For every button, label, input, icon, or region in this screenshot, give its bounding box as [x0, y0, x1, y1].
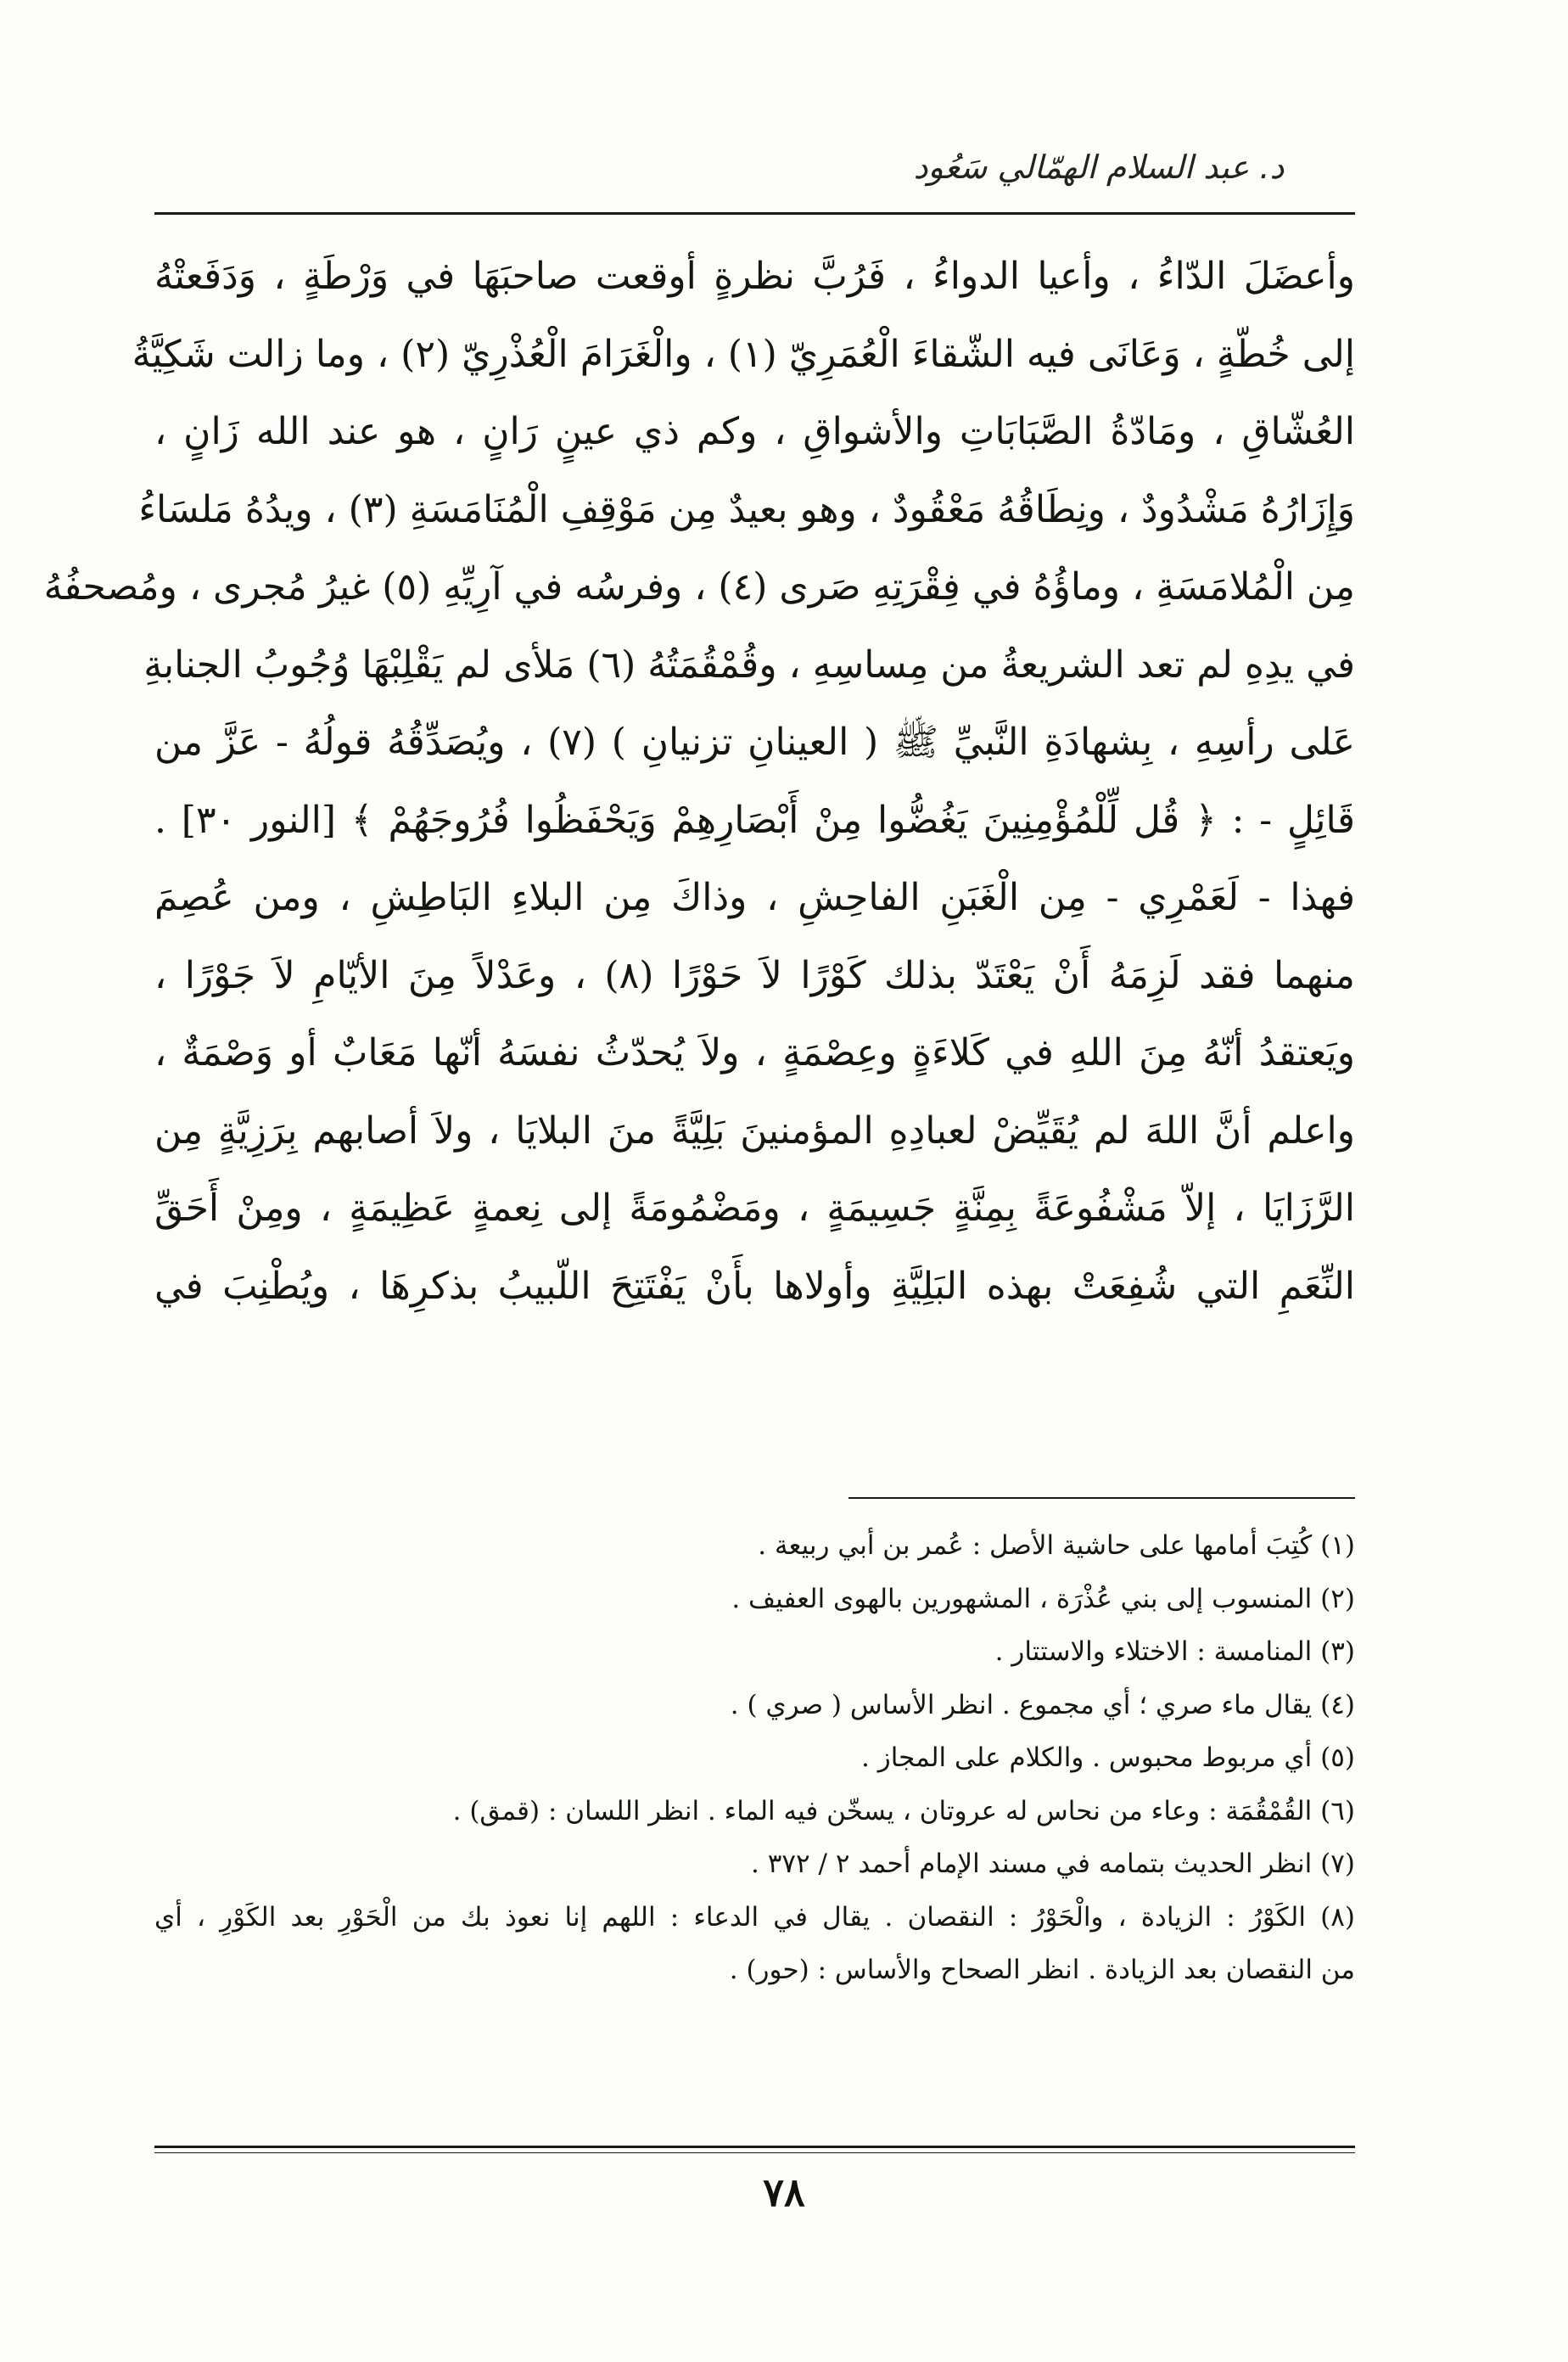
body-line: في يدِهِ لم تعد الشريعةُ من مِساسِهِ ، وقُمْقُمَتُهُ (٦) مَلأى لم يَقْلِبْهَا وُجُوبُ الجنابةِ: [143, 642, 1355, 687]
body-line: النِّعَمِ التي شُفِعَتْ بهذه البَلِيَّةِ وأولاها بأَنْ يَفْتَتِحَ اللّبيبُ بذكرِهَا ، ويُطْنِبَ في: [154, 1264, 1355, 1308]
body-line: مِن الْمُلامَسَةِ ، وماؤُهُ في فِقْرَتِهِ صَرى (٤) ، وفرسُه في آرِيِّهِ (٥) غيرُ مُجرى ، ومُصحفُهُ: [43, 565, 1355, 609]
page-number: ٧٨: [763, 2169, 805, 2215]
footnote-6: (٦) القُمْقُمَة : وعاء من نحاس له عروتان ، يسخّن فيه الماء . انظر اللسان : (قمق) .: [452, 1795, 1355, 1826]
footnote-separator: [848, 1497, 1355, 1499]
header-rule: [154, 212, 1355, 215]
footnote-1: (١) كُتِبَ أمامها على حاشية الأصل : عُمر بن أبي ربيعة .: [758, 1530, 1355, 1561]
body-line: إلى خُطّةٍ ، وَعَانَى فيه الشّقاءَ الْعُمَرِيّ (١) ، والْغَرَامَ الْعُذْرِيّ (٢) ، وما زالت شَكِيَّةُ: [132, 332, 1355, 376]
footnote-8-continuation: من النقصان بعد الزيادة . انظر الصحاح والأساس : (حور) .: [729, 1955, 1355, 1985]
footer-rule: [154, 2146, 1355, 2148]
footnote-2: (٢) المنسوب إلى بني عُذْرَة ، المشهورين بالهوى العفيف .: [731, 1583, 1355, 1614]
footnote-7: (٧) انظر الحديث بتمامه في مسند الإمام أحمد ٢ / ٣٧٢ .: [751, 1849, 1355, 1879]
body-line: منهما فقد لَزِمَهُ أَنْ يَعْتَدّ بذلك كَوْرًا لاَ حَوْرًا (٨) ، وعَدْلاً مِنَ الأيّامِ لاَ جَوْرًا ،: [154, 953, 1355, 997]
body-line-quran-verse: قَائِلٍ - : ﴿ قُل لِّلْمُؤْمِنِينَ يَغُضُّوا مِنْ أَبْصَارِهِمْ وَيَحْفَظُوا فُرُوجَهُمْ ﴾ [النور ٣٠] .: [154, 798, 1355, 842]
body-line: العُشّاقِ ، ومَادّةُ الصَّبَابَاتِ والأشواقِ ، وكم ذي عينٍ رَانٍ ، هو عند الله زَانٍ ،: [154, 410, 1355, 453]
footnotes-block: [154, 1519, 1355, 1997]
body-line: وَإِزَارُهُ مَشْدُودٌ ، ونِطَاقُهُ مَعْقُودٌ ، وهو بعيدٌ مِن مَوْقِفِ الْمُنَامَسَةِ (٣) ، ويدُهُ مَلسَاءُ: [138, 487, 1355, 531]
footnote-5: (٥) أي مربوط محبوس . والكلام على المجاز .: [861, 1742, 1355, 1773]
body-line: وأعضَلَ الدّاءُ ، وأعيا الدواءُ ، فَرُبَّ نظرةٍ أوقعت صاحبَهَا في وَرْطَةٍ ، وَدَفَعتْهُ: [154, 255, 1355, 298]
body-line: فهذا - لَعَمْرِي - مِن الْغَبَنِ الفاحِشِ ، وذاكَ مِن البلاءِ البَاطِشِ ، ومن عُصِمَ: [154, 876, 1355, 919]
body-line: الرَّزَايَا ، إلاّ مَشْفُوعَةً بِمِنَّةٍ جَسِيمَةٍ ، ومَضْمُومَةً إلى نِعمةٍ عَظِيمَةٍ ، ومِنْ أَحَقِّ: [154, 1187, 1355, 1230]
body-line: واعلم أنَّ اللهَ لم يُقَيِّضْ لعبادِهِ المؤمنينَ بَلِيَّةً منَ البلايَا ، ولاَ أصابهم بِرَزِيَّةٍ مِن: [154, 1108, 1355, 1153]
footnote-4: (٤) يقال ماء صري ؛ أي مجموع . انظر الأساس ( صري ) .: [730, 1689, 1355, 1720]
main-text-block: [43, 238, 1355, 1325]
footer-rule-thin: [154, 2152, 1355, 2153]
footnote-3: (٣) المنامسة : الاختلاء والاستتار .: [994, 1636, 1355, 1667]
body-line: ويَعتقدُ أنّهُ مِنَ اللهِ في كَلاءَةٍ وعِصْمَةٍ ، ولاَ يُحدّثُ نفسَهُ أنّها مَعَابٌ أو وَصْمَةٌ ،: [154, 1031, 1355, 1074]
footnote-8: (٨) الكَوْرُ : الزيادة ، والْحَوْرُ : النقصان . يقال في الدعاء : اللهم إنا نعوذ بك من الْحَوْرِ بعد الكَوْرِ ، أي: [154, 1901, 1355, 1933]
running-header-author: د. عبد السلام الهمّالي سَعُود: [913, 149, 1285, 186]
body-line: عَلى رأسِهِ ، بِشهادَةِ النَّبيِّ ﷺ ( العينانِ تزنيانِ ) (٧) ، ويُصَدِّقُهُ قولُهُ - عَزَّ من: [154, 721, 1355, 764]
